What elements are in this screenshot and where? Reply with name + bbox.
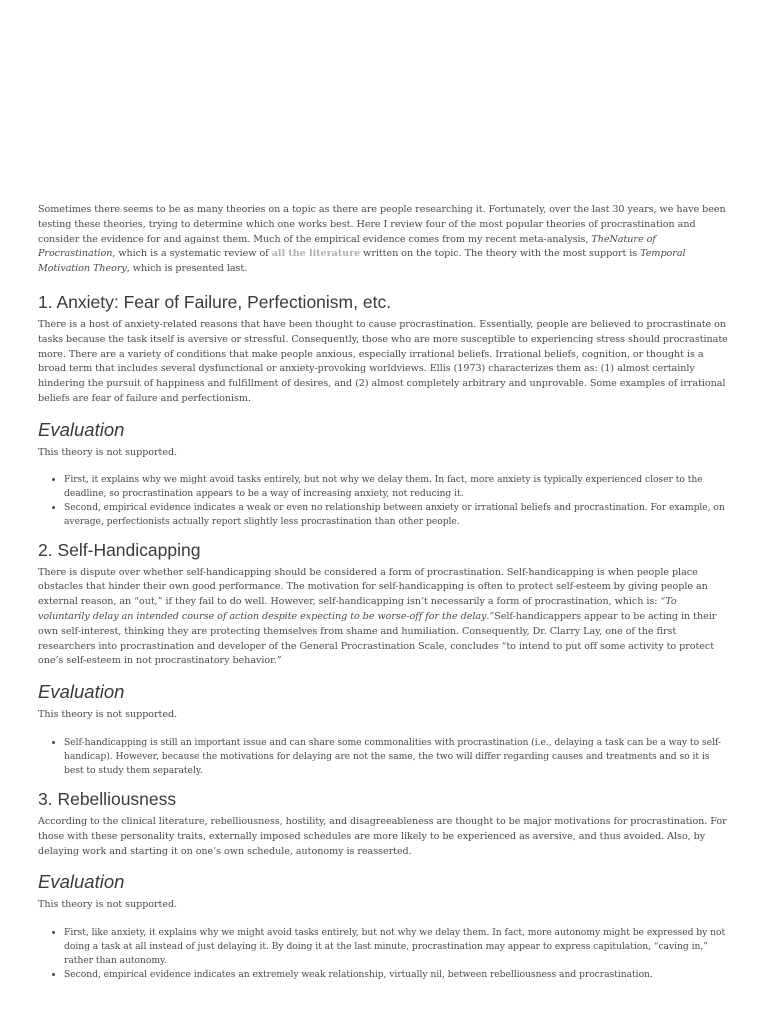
verdict-text: This theory is not supported. <box>38 709 178 721</box>
intro-paragraph: Sometimes there seems to be as many theories on a topic as there are people researching it. Fortunately, over the last 30 years, we have been testing these theories, trying to determine which one works best. Here I review four of the most popular theories of procrastination and consider the evidence for and against them. Much of the empirical evidence comes from my recent meta-analysis, TheNature of Procrastination, which is a systematic review of all the literature written on the topic. The theory with the most support is Temporal Motivation Theory, which is presented last. <box>38 204 726 275</box>
theory-name: Temporal Motivation Theory <box>38 248 686 275</box>
section-body-rebelliousness: According to the clinical literature, rebelliousness, hostility, and disagreeableness are thought to be major motivations for procrastination. For those with these personality traits, externally imposed schedules are more likely to be experienced as aversive, and thus avoided. Also, by delaying work and starting it on one’s own schedule, autonomy is reasserted. <box>38 815 727 857</box>
section-heading-rebelliousness: 3. Rebelliousness <box>38 788 177 809</box>
section-heading-anxiety: 1. Anxiety: Fear of Failure, Perfectionism, etc. <box>38 291 392 312</box>
definition-quote: To voluntarily delay an intended course of action despite expecting to be worse-off for the delay <box>38 596 677 622</box>
verdict-text: This theory is not supported. <box>38 446 178 458</box>
evaluation-heading: Evaluation <box>38 418 125 440</box>
evaluation-heading: Evaluation <box>38 681 125 703</box>
evaluation-list <box>38 926 728 982</box>
evaluation-list <box>38 736 728 778</box>
list-item: • First, like anxiety, it explains why we might avoid tasks entirely, but not why we delay them. In fact, more autonomy might be expressed by not doing a task at all instead of just delaying it. By doing it at the last minute, procrastination may appear to express capitulation, “caving in,” rather than autonomy. <box>64 926 728 968</box>
evaluation-heading: Evaluation <box>38 871 125 893</box>
section-body-anxiety: There is a host of anxiety-related reasons that have been thought to cause procrastination. Essentially, people are believed to procrastinate on tasks because the task itself is aversive or stressful. Consequently, those who are more susceptible to experiencing stress should procrastinate more. There are a variety of conditions that make people anxious, especially irrational beliefs. Irrational beliefs, cognition, or thought is a broad term that includes several dysfunctional or anxiety-provoking worldviews. Ellis (1973) characterizes them as: (1) almost certainly hindering the pursuit of happiness and fulfillment of desires, and (2) almost completely arbitrary and unprovable. Some examples of irrational beliefs are fear of failure and perfectionism. <box>38 318 728 404</box>
list-item: • First, it explains why we might avoid tasks entirely, but not why we delay them. In fact, more anxiety is typically experienced closer to the deadline, so procrastination appears to be a way of increasing anxiety, not reducing it. <box>64 473 728 501</box>
article-body <box>38 203 728 982</box>
evaluation-list <box>38 473 728 529</box>
section-body-self-handicapping: There is dispute over whether self-handicapping should be considered a form of procrastination. Self-handicapping is when people place obstacles that hinder their own good performance. The motivation for self-handicapping is often to protect self-esteem by giving people an external reason, an “out,” if they fail to do well. However, self-handicapping isn’t necessarily a form of procrastination, which is: “To voluntarily delay an intended course of action despite expecting to be worse-off for the delay.”Self-handicappers appear to be acting in their own self-interest, thinking they are protecting themselves from shame and humiliation. Consequently, Dr. Clarry Lay, one of the first researchers into procrastination and developer of the General Procrastination Scale, concludes “to intend to put off some activity to protect one’s self-esteem in not procrastinatory behavior.” <box>38 566 717 667</box>
list-item: • Second, empirical evidence indicates a weak or even no relationship between anxiety or irrational beliefs and procrastination. For example, on average, perfectionists actually report slightly less procrastination than other people. <box>64 501 728 529</box>
list-item: • Second, empirical evidence indicates an extremely weak relationship, virtually nil, between rebelliousness and procrastination. <box>64 968 728 982</box>
all-literature-link[interactable]: all the literature <box>271 248 361 260</box>
verdict-text: This theory is not supported. <box>38 899 178 911</box>
book-title: TheNature of Procrastination <box>38 233 656 260</box>
section-heading-self-handicapping: 2. Self-Handicapping <box>38 539 201 560</box>
list-item: • Self-handicapping is still an important issue and can share some commonalities with procrastination (i.e., delaying a task can be a way to self-handicap). However, because the motivations for delaying are not the same, the two will differ regarding causes and treatments and so it is best to study them separately. <box>64 736 728 778</box>
